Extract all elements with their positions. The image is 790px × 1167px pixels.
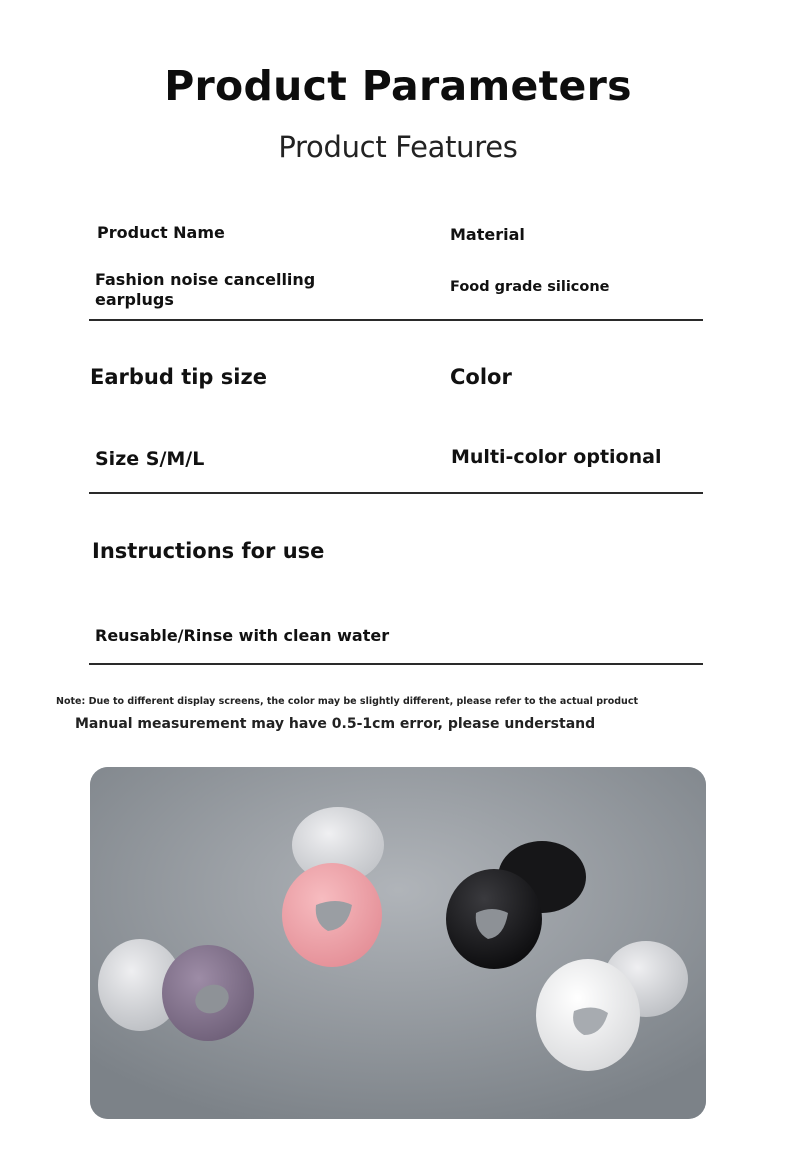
material-label: Material bbox=[450, 225, 525, 244]
product-name-label: Product Name bbox=[97, 223, 225, 242]
measurement-note: Manual measurement may have 0.5-1cm error, please understand bbox=[75, 716, 596, 732]
material-value: Food grade silicone bbox=[450, 279, 610, 295]
product-name-value bbox=[95, 270, 315, 310]
page-subtitle: Product Features bbox=[278, 130, 518, 164]
page-title: Product Parameters bbox=[164, 62, 632, 110]
divider-3 bbox=[89, 663, 703, 665]
earplugs-illustration bbox=[90, 767, 706, 1119]
color-value: Multi-color optional bbox=[451, 446, 662, 468]
divider-1 bbox=[89, 319, 703, 321]
divider-2 bbox=[89, 492, 703, 494]
instructions-label: Instructions for use bbox=[92, 539, 325, 563]
color-label: Color bbox=[450, 365, 512, 389]
tip-size-label: Earbud tip size bbox=[90, 365, 267, 389]
display-note: Note: Due to different display screens, the color may be slightly different, please refer to the actual product bbox=[56, 696, 638, 707]
product-photo bbox=[90, 767, 706, 1119]
instructions-value: Reusable/Rinse with clean water bbox=[95, 626, 390, 645]
photo-background bbox=[90, 767, 706, 1119]
product-name-value-line2: earplugs bbox=[95, 290, 174, 309]
product-name-value-line1: Fashion noise cancelling bbox=[95, 270, 316, 289]
pink-earplug bbox=[282, 807, 384, 967]
tip-size-value: Size S/M/L bbox=[95, 448, 205, 470]
